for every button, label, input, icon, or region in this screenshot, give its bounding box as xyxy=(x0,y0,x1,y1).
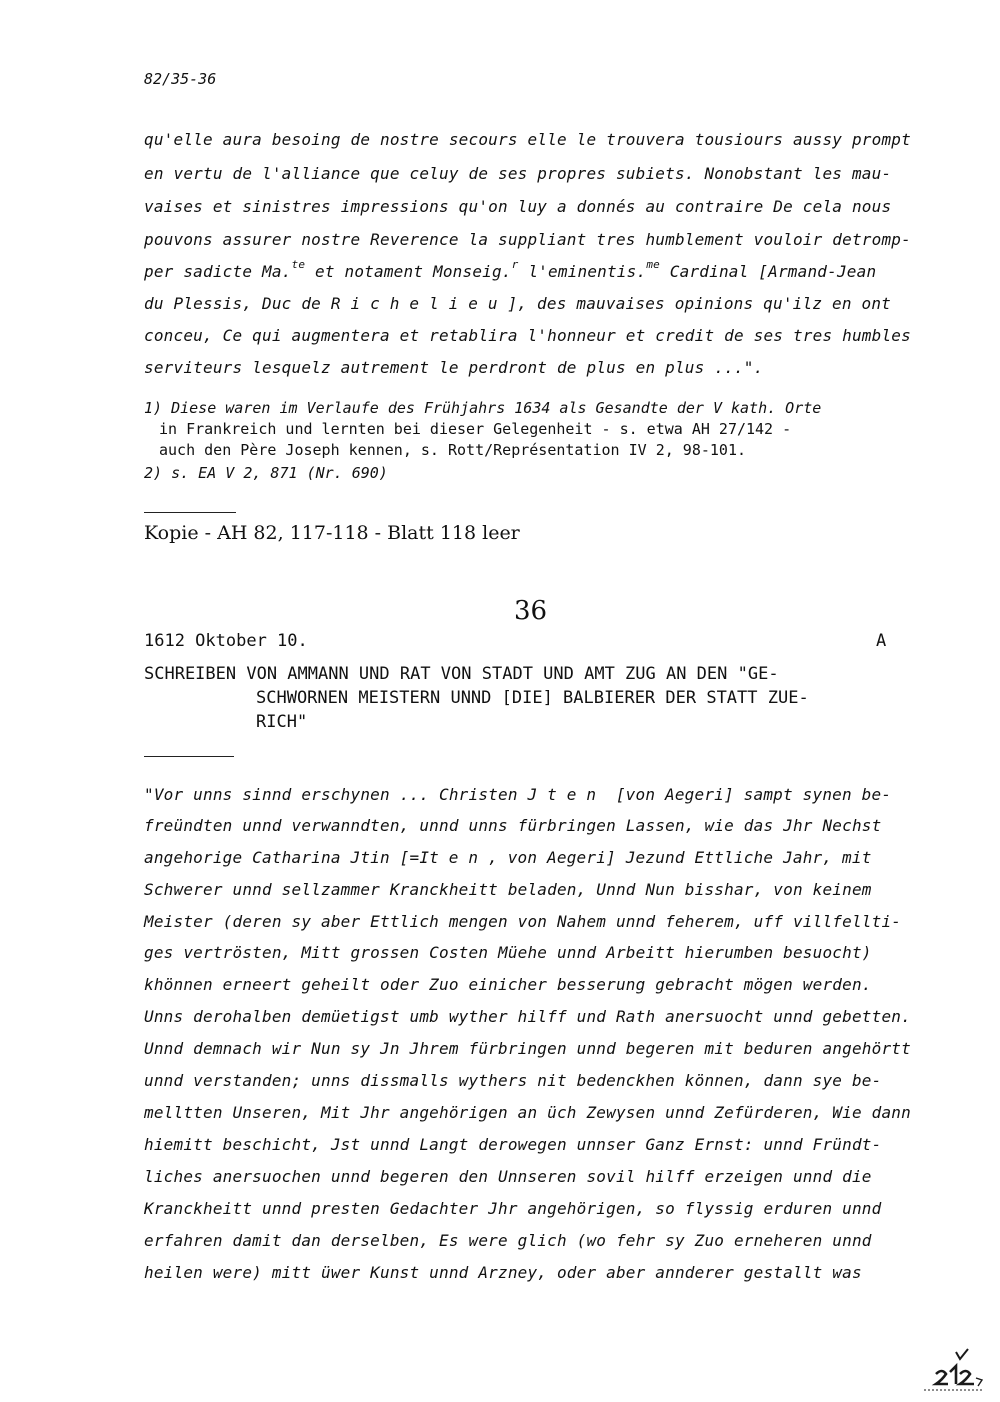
separator-rule xyxy=(144,512,236,513)
superscript: r xyxy=(511,258,519,271)
footnote-1-line: in Frankreich und lernten bei dieser Gelegenheit - s. etwa AH 27/142 - xyxy=(159,420,792,438)
footnote-1-line: auch den Père Joseph kennen, s. Rott/Représentation IV 2, 98-101. xyxy=(159,441,746,459)
german-line: melltten Unseren, Mit Jhr angehörigen an üch Zewysen unnd Zefürderen, Wie dann xyxy=(144,1103,911,1122)
french-line: vaises et sinistres impressions qu'on luy a donnés au contraire De cela nous xyxy=(144,197,892,216)
german-line-part: angehorige Catharina Jtin [=I xyxy=(144,848,430,867)
spaced-name: Richelieu xyxy=(330,294,508,313)
spaced-name: Jten xyxy=(527,785,607,804)
french-line xyxy=(144,294,891,313)
german-line-part: "Vor unns sinnd erschynen ... Christen xyxy=(144,785,528,804)
footnote-1 xyxy=(144,399,821,417)
document-grade: A xyxy=(876,631,887,651)
german-line: khönnen erneert geheilt oder Zuo einicher besserung gebracht mögen werden. xyxy=(144,975,872,994)
superscript: te xyxy=(291,258,306,271)
german-line: Unns derohalben demüetigst umb wyther hilff und Rath anersuocht unnd gebetten. xyxy=(144,1007,911,1026)
separator-rule xyxy=(144,756,234,757)
german-line: Schwerer unnd sellzammer Kranckheitt beladen, Unnd Nun bisshar, von keinem xyxy=(144,880,872,899)
french-line: qu'elle aura besoing de nostre secours elle le trouvera tousiours aussy prompt xyxy=(144,130,911,149)
german-line-part: , von Aegeri] Jezund Ettliche Jahr, mit xyxy=(488,848,872,867)
french-line-part: ], des mauvaises opinions qu'ilz en ont xyxy=(507,294,892,313)
french-line-part: per sadicte Ma. xyxy=(144,262,292,281)
footnote-2: 2) s. EA V 2, 871 (Nr. 690) xyxy=(144,464,388,482)
superscript: me xyxy=(646,258,660,271)
document-heading-line: SCHWORNEN MEISTERN UNND [DIE] BALBIERER DER STATT ZUE- xyxy=(256,688,809,708)
spaced-name: ten xyxy=(429,848,489,867)
french-line: pouvons assurer nostre Reverence la suppliant tres humblement vouloir detromp- xyxy=(144,230,911,249)
french-line: serviteurs lesquelz autrement le perdront de plus en plus ...". xyxy=(144,358,764,377)
french-line-part: l'eminentis. xyxy=(518,262,647,281)
page-number: 82/35-36 xyxy=(144,70,217,88)
german-line: liches anersuochen unnd begeren den Unnseren sovil hilff erzeigen unnd die xyxy=(144,1167,872,1186)
document-heading-line: SCHREIBEN VON AMMANN UND RAT VON STADT UND AMT ZUG AN DEN "GE- xyxy=(144,664,779,684)
french-line-part: du Plessis, Duc de xyxy=(144,294,331,313)
german-line xyxy=(144,785,891,804)
document-number: 36 xyxy=(514,596,548,626)
french-line: conceu, Ce qui augmentera et retablira l'honneur et credit de ses tres humbles xyxy=(144,326,911,345)
german-line: Kranckheitt unnd presten Gedachter Jhr angehörigen, so flyssig erduren unnd xyxy=(144,1199,882,1218)
german-line: unnd verstanden; unns dissmalls wythers nit bedenckhen können, dann sye be- xyxy=(144,1071,882,1090)
french-line xyxy=(144,258,877,281)
archive-stamp xyxy=(916,1348,986,1392)
german-line: Meister (deren sy aber Ettlich mengen von Nahem unnd feherem, uff villfellti- xyxy=(144,912,902,931)
french-line: en vertu de l'alliance que celuy de ses propres subiets. Nonobstant les mau- xyxy=(144,164,892,183)
french-line-part: et notament Monseig. xyxy=(305,262,512,281)
german-line: ges vertrösten, Mitt grossen Costen Müehe unnd Arbeitt hierumben besuocht) xyxy=(144,943,872,962)
german-line-part: [von Aegeri] sampt synen be- xyxy=(606,785,892,804)
german-line: hiemitt beschicht, Jst unnd Langt derowegen unnser Ganz Ernst: unnd Fründt- xyxy=(144,1135,882,1154)
german-line: heilen were) mitt üwer Kunst unnd Arzney, oder aber annderer gestallt was xyxy=(144,1263,862,1282)
document-heading-line: RICH" xyxy=(256,712,308,732)
german-line xyxy=(144,848,872,867)
french-line-part: Cardinal [Armand-Jean xyxy=(659,262,877,281)
document-date: 1612 Oktober 10. xyxy=(144,631,308,651)
german-line: Unnd demnach wir Nun sy Jn Jhrem fürbringen unnd begeren mit beduren angehörtt xyxy=(144,1039,911,1058)
german-line: freündten unnd verwanndten, unnd unns fürbringen Lassen, wie das Jhr Nechst xyxy=(144,816,882,835)
footnote-1-line: 1) Diese waren im Verlaufe des Frühjahrs 1634 als Gesandte der V kath. Orte xyxy=(144,399,822,417)
german-line: erfahren damit dan derselben, Es were glich (wo fehr sy Zuo erneheren unnd xyxy=(144,1231,872,1250)
source-note: Kopie - AH 82, 117-118 - Blatt 118 leer xyxy=(144,522,520,544)
